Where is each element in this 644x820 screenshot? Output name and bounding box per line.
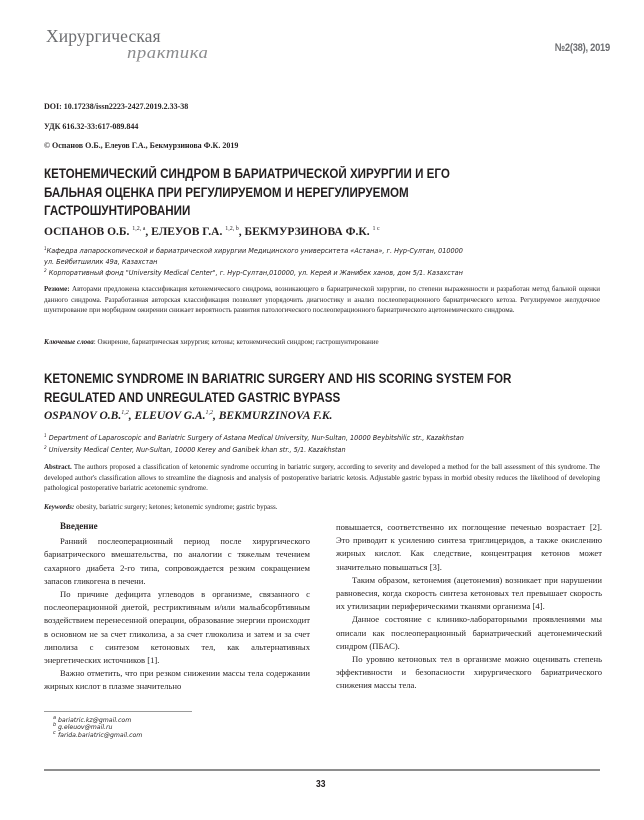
footnote-email <box>53 729 143 739</box>
issue-number: №2(38), 2019 <box>554 42 610 54</box>
affiliation-text: Кафедра лапароскопической и бариатрической хирургии Медицинского университета «Астана», г. Нур-Султан, 010000 <box>46 247 463 255</box>
udk: УДК 616.32-33:617-089.844 <box>44 122 139 131</box>
footnote-mark: a <box>53 715 57 721</box>
title-ru-line: БАЛЬНАЯ ОЦЕНКА ПРИ РЕГУЛИРУЕМОМ И НЕРЕГУЛИРУЕМОМ <box>44 184 409 200</box>
authors-russian <box>44 226 380 238</box>
section-heading: Введение <box>60 521 98 531</box>
footnote-mark: b <box>53 722 57 729</box>
keywords-english <box>44 502 600 513</box>
email-link[interactable]: farida.bariatric@gmail.com <box>58 731 143 739</box>
affiliation-2 <box>44 444 464 456</box>
body-paragraph: Ранний послеоперационный период после хирургического бариатрического вмешательства, по аналогии с тяжелым течением сахарного диабета 2-го типа, сопровождается резким сокращением запасов гликогена в печени. <box>44 536 310 586</box>
footnote-divider <box>44 711 192 712</box>
title-english <box>44 370 629 407</box>
title-russian <box>44 165 560 221</box>
title-en-line: KETONEMIC SYNDROME IN BARIATRIC SURGERY AND HIS SCORING SYSTEM FOR <box>44 371 512 386</box>
affiliation-2 <box>44 267 463 279</box>
separator: , <box>238 226 245 238</box>
affiliation-mark: 1 <box>44 434 47 439</box>
footer-divider <box>44 769 600 771</box>
keywords-label: Ключевые слова <box>44 338 94 346</box>
page-number: 33 <box>316 779 326 790</box>
affiliation-mark: 1 <box>44 247 47 252</box>
doi: DOI: 10.17238/issn2223-2427.2019.2.33-38 <box>44 102 189 111</box>
affiliation-mark: 2 <box>44 445 47 451</box>
keywords-russian <box>44 337 600 348</box>
body-column-right <box>336 521 602 693</box>
abstract-russian <box>44 284 600 316</box>
title-en-line: REGULATED AND UNREGULATED GASTRIC BYPASS <box>44 389 341 405</box>
copyright: © Оспанов О.Б., Елеуов Г.А., Бекмурзинова Ф.К. 2019 <box>44 141 239 150</box>
body-paragraph: По уровню кетоновых тел в организме можно оценивать степень эффективности и безопасности хирургического бариатрического снижения массы тела. <box>336 654 602 691</box>
email-link[interactable]: g.eleuov@mail.ru <box>58 724 113 732</box>
author-affil-mark: 1,2, a <box>132 226 146 232</box>
author-name: БЕКМУРЗИНОВА Ф.К. <box>244 226 370 238</box>
email-link[interactable]: bariatric.kz@gmail.com <box>58 717 132 724</box>
author-name: OSPANOV O.B. <box>44 410 122 422</box>
author-affil-mark: 1,2, b <box>225 226 239 232</box>
keywords-label: Keywords: <box>44 503 75 511</box>
author-affil-mark: 1,2 <box>205 410 214 416</box>
author-name: ELEUOV G.A. <box>134 410 206 422</box>
author-affil-mark: 1,2 <box>121 410 129 416</box>
authors-english <box>44 410 332 422</box>
footnote-mark: c <box>53 729 56 736</box>
affiliation-1 <box>44 432 464 444</box>
affiliation-mark: 2 <box>44 269 47 274</box>
author-affil-mark: 1 c <box>372 226 380 232</box>
author-name: ОСПАНОВ О.Б. <box>44 226 130 238</box>
body-column-left <box>44 520 310 694</box>
affiliation-1-cont: ул. Бейбитшилик 49а, Казахстан <box>44 257 158 266</box>
footnotes <box>53 715 143 739</box>
separator: , <box>213 410 219 422</box>
journal-name-sub: практика <box>127 43 209 62</box>
title-ru-line: КЕТОНЕМИЧЕСКИЙ СИНДРОМ В БАРИАТРИЧЕСКОЙ ХИРУРГИИ И ЕГО <box>44 166 450 181</box>
abstract-text: The authors proposed a classification of ketonemic syndrome occurring in bariatric surgery, according to severity and developed a method for the ball assessment of this syndrome. The developed author's classification allows to streamline the diagnosis and analysis of postoperative bariatric ketosis. Adjustable gastric bypass in morbid obesity reduces the likelihood of developing pathological postoperative bariatric acetonemic syndrome. <box>44 463 600 493</box>
abstract-text: Авторами предложена классификация кетонемического синдрома, возникающего в бариатрической хирургии, по степени выраженности и разработан метод бальной оценки данного синдрома. Разработанная авторская классификация позволяет упорядочить диагностику и анализ послеоперационного бариатрического кетоза. Регулируемое желудочное шунтирование при морбидном ожирении снижает вероятность развития патологического послеоперационного бариатрического ацетонемического синдрома. <box>44 285 600 315</box>
keywords-text: obesity, bariatric surgery; ketones; ketonemic syndrome; gastric bypass. <box>74 503 278 511</box>
author-name: BEKMURZINOVA F.K. <box>218 410 333 422</box>
body-paragraph: По причине дефицита углеводов в организме, связанного с послеоперационной диетой, рестриктивным и/или мальабсорбтивным воздействием перенесенной операции, образование энергии происходит в основном не за счет гликолиза, а за счет глюколиза и затем и за счет липолиза с синтезом кетоновых тел, как альтернативных энергетических источников [1]. <box>44 589 310 666</box>
affiliations-russian <box>44 245 463 279</box>
affiliations-english <box>44 432 464 455</box>
body-paragraph: Важно отметить, что при резком снижении массы тела содержании жирных кислот в плазме значительно <box>44 668 310 692</box>
separator: , <box>145 226 152 238</box>
separator: , <box>128 410 135 422</box>
journal-logo <box>46 26 209 66</box>
footnote-email <box>53 722 142 732</box>
body-paragraph: Таким образом, кетонемия (ацетонемия) возникает при нарушении равновесия, когда скорость синтеза кетоновых тел превышает скорость их утилизации периферическими тканями организма [4]. <box>336 574 602 612</box>
title-ru-line: ГАСТРОШУНТИРОВАНИИ <box>44 203 191 218</box>
affiliation-text: University Medical Center, Nur-Sultan, 10000 Kerey and Ganibek khan str., 5/1. Kazakhstan <box>46 445 346 454</box>
affiliation-1 <box>44 245 463 257</box>
keywords-text: : Ожирение, бариатрическая хирургия; кетоны; кетонемический синдром; гастрошунтирование <box>93 338 379 346</box>
journal-name-main: Хирургическая <box>46 26 161 46</box>
affiliation-text: Department of Laparoscopic and Bariatric Surgery of Astana Medical University, Nur-Sultan, 10000 Beybitshilic str., Kazakhstan <box>46 434 464 442</box>
abstract-label: Резюме: <box>44 285 70 293</box>
body-paragraph-continuation: повышается, соответственно их поглощение печенью возрастает [2]. Это приводит к усилению синтеза триглицеридов, а также окислению жирных кислот. Как следствие, концентрация кетонов может значительно повышаться [3]. <box>336 522 602 572</box>
affiliation-text: Корпоративный фонд "University Medical Center", г. Нур-Султан,010000, ул. Керей и Жанибек ханов, дом 5/1. Казахстан <box>46 269 463 277</box>
author-name: ЕЛЕУОВ Г.А. <box>151 226 223 238</box>
abstract-english <box>44 462 600 494</box>
abstract-label: Abstract. <box>44 463 72 471</box>
body-paragraph: Данное состояние с клинико-лабораторными проявлениями мы описали как послеоперационный бариатрический ацетонемический синдром (ПБАС). <box>336 614 602 651</box>
